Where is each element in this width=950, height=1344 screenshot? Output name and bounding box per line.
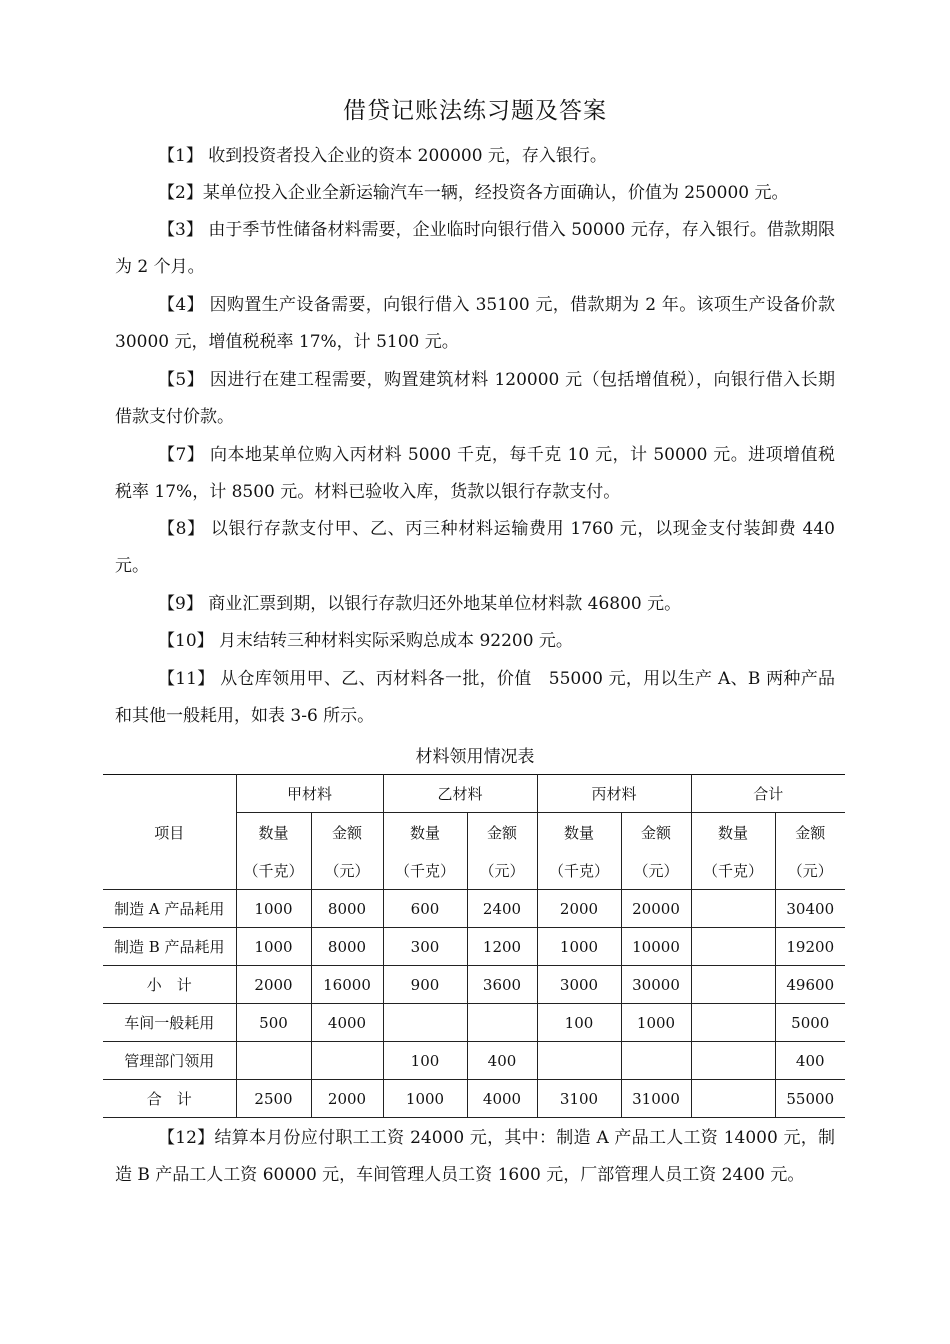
table-cell <box>537 1042 621 1080</box>
table-cell: 100 <box>537 1004 621 1042</box>
qty-unit: （千克） <box>383 851 467 890</box>
table-cell <box>467 1004 537 1042</box>
row-label: 车间一般耗用 <box>103 1004 236 1042</box>
paragraph-3 <box>115 212 835 286</box>
table-row <box>103 890 845 928</box>
item-text: 向本地某单位购入丙材料 5000 千克，每千克 10 元，计 50000 元。进项增值税税率 17%，计 8500 元。材料已验收入库，货款以银行存款支付。 <box>115 445 835 502</box>
table-cell <box>691 1042 775 1080</box>
table-cell: 1000 <box>537 928 621 966</box>
item-number: 【2】 <box>158 183 203 203</box>
table-cell: 8000 <box>311 890 383 928</box>
table-cell: 2000 <box>537 890 621 928</box>
table-cell: 3600 <box>467 966 537 1004</box>
paragraph-2 <box>115 175 835 212</box>
table-cell: 300 <box>383 928 467 966</box>
amt-unit: （元） <box>775 851 845 890</box>
row-label: 小 计 <box>103 966 236 1004</box>
row-label: 合 计 <box>103 1080 236 1118</box>
table-row <box>103 966 845 1004</box>
item-number: 【7】 <box>158 445 205 465</box>
paragraph-5 <box>115 362 835 436</box>
amt-label: 金额 <box>775 813 845 852</box>
table-cell <box>691 1080 775 1118</box>
table-cell <box>236 1042 311 1080</box>
item-number: 【8】 <box>158 519 205 539</box>
table-cell: 3000 <box>537 966 621 1004</box>
amt-unit: （元） <box>621 851 691 890</box>
item-text: 由于季节性储备材料需要，企业临时向银行借入 50000 元存，存入银行。借款期限为 2 个月。 <box>115 220 835 277</box>
item-text: 月末结转三种材料实际采购总成本 92200 元。 <box>213 631 573 651</box>
table-cell: 19200 <box>775 928 845 966</box>
table-cell: 31000 <box>621 1080 691 1118</box>
material-usage-table <box>103 774 845 1118</box>
group-header: 甲材料 <box>236 775 383 813</box>
paragraph-1 <box>115 138 835 175</box>
table-cell: 400 <box>775 1042 845 1080</box>
qty-unit: （千克） <box>236 851 311 890</box>
item-number: 【5】 <box>158 370 205 390</box>
item-number: 【4】 <box>158 295 204 315</box>
group-header: 丙材料 <box>537 775 691 813</box>
paragraph-9 <box>115 586 835 623</box>
table-title: 材料领用情况表 <box>415 747 535 767</box>
table-cell: 5000 <box>775 1004 845 1042</box>
item-number: 【12】 <box>158 1128 215 1148</box>
table-cell: 55000 <box>775 1080 845 1118</box>
table-row <box>103 1042 845 1080</box>
amt-label: 金额 <box>621 813 691 852</box>
row-label: 管理部门领用 <box>103 1042 236 1080</box>
item-text: 商业汇票到期，以银行存款归还外地某单位材料款 46800 元。 <box>202 594 682 614</box>
page-title: 借贷记账法练习题及答案 <box>343 98 607 124</box>
item-text: 某单位投入企业全新运输汽车一辆，经投资各方面确认，价值为 250000 元。 <box>202 183 789 203</box>
table-cell <box>691 1004 775 1042</box>
amt-label: 金额 <box>467 813 537 852</box>
item-text: 结算本月份应付职工工资 24000 元，其中：制造 A 产品工人工资 14000 元，制造 B 产品工人工资 60000 元，车间管理人员工资 1600 元，厂部管理人员工资 2400 元。 <box>115 1128 835 1185</box>
table-cell: 2400 <box>467 890 537 928</box>
table-cell: 100 <box>383 1042 467 1080</box>
item-number: 【3】 <box>158 220 203 240</box>
qty-unit: （千克） <box>691 851 775 890</box>
table-cell: 8000 <box>311 928 383 966</box>
table-cell: 1000 <box>236 890 311 928</box>
qty-label: 数量 <box>537 813 621 852</box>
row-label: 制造 A 产品耗用 <box>103 890 236 928</box>
table-row <box>103 1080 845 1118</box>
table-cell: 10000 <box>621 928 691 966</box>
amt-unit: （元） <box>311 851 383 890</box>
table-header-row <box>103 775 845 813</box>
table-cell <box>691 890 775 928</box>
group-header: 乙材料 <box>383 775 537 813</box>
paragraph-8 <box>115 511 835 585</box>
table-cell: 2000 <box>311 1080 383 1118</box>
amt-label: 金额 <box>311 813 383 852</box>
item-header: 项目 <box>103 775 236 890</box>
table-row <box>103 928 845 966</box>
table-cell: 4000 <box>311 1004 383 1042</box>
table-cell <box>383 1004 467 1042</box>
amt-unit: （元） <box>467 851 537 890</box>
table-cell: 30000 <box>621 966 691 1004</box>
paragraph-10 <box>115 623 835 660</box>
table-cell: 1200 <box>467 928 537 966</box>
table-cell: 1000 <box>621 1004 691 1042</box>
paragraph-4 <box>115 287 835 361</box>
qty-label: 数量 <box>383 813 467 852</box>
item-text: 收到投资者投入企业的资本 200000 元，存入银行。 <box>202 146 607 166</box>
table-cell: 400 <box>467 1042 537 1080</box>
item-number: 【9】 <box>158 594 203 614</box>
table-cell: 1000 <box>383 1080 467 1118</box>
table-cell: 500 <box>236 1004 311 1042</box>
item-text: 因进行在建工程需要，购置建筑材料 120000 元（包括增值税），向银行借入长期借款支付价款。 <box>115 370 835 427</box>
table-cell: 2000 <box>236 966 311 1004</box>
table-cell <box>311 1042 383 1080</box>
table-cell: 900 <box>383 966 467 1004</box>
paragraph-12 <box>115 1120 835 1194</box>
table-cell: 16000 <box>311 966 383 1004</box>
table-cell: 49600 <box>775 966 845 1004</box>
qty-label: 数量 <box>691 813 775 852</box>
item-number: 【1】 <box>158 146 203 166</box>
table-row <box>103 1004 845 1042</box>
table-cell: 600 <box>383 890 467 928</box>
item-text: 从仓库领用甲、乙、丙材料各一批，价值 55000 元，用以生产 A、B 两种产品和其他一般耗用，如表 3-6 所示。 <box>115 669 835 726</box>
qty-label: 数量 <box>236 813 311 852</box>
table-cell <box>691 928 775 966</box>
table-cell <box>691 966 775 1004</box>
table-cell: 4000 <box>467 1080 537 1118</box>
table-cell: 1000 <box>236 928 311 966</box>
paragraph-7 <box>115 437 835 511</box>
item-number: 【10】 <box>158 631 214 651</box>
row-label: 制造 B 产品耗用 <box>103 928 236 966</box>
table-cell <box>621 1042 691 1080</box>
table-cell: 3100 <box>537 1080 621 1118</box>
table-cell: 30400 <box>775 890 845 928</box>
qty-unit: （千克） <box>537 851 621 890</box>
group-header: 合计 <box>691 775 845 813</box>
item-text: 以银行存款支付甲、乙、丙三种材料运输费用 1760 元，以现金支付装卸费 440 元。 <box>115 519 835 576</box>
item-number: 【11】 <box>158 669 215 689</box>
item-text: 因购置生产设备需要，向银行借入 35100 元，借款期为 2 年。该项生产设备价款 30000 元，增值税税率 17%，计 5100 元。 <box>115 295 835 352</box>
table-cell: 20000 <box>621 890 691 928</box>
table-cell: 2500 <box>236 1080 311 1118</box>
paragraph-11 <box>115 661 835 735</box>
